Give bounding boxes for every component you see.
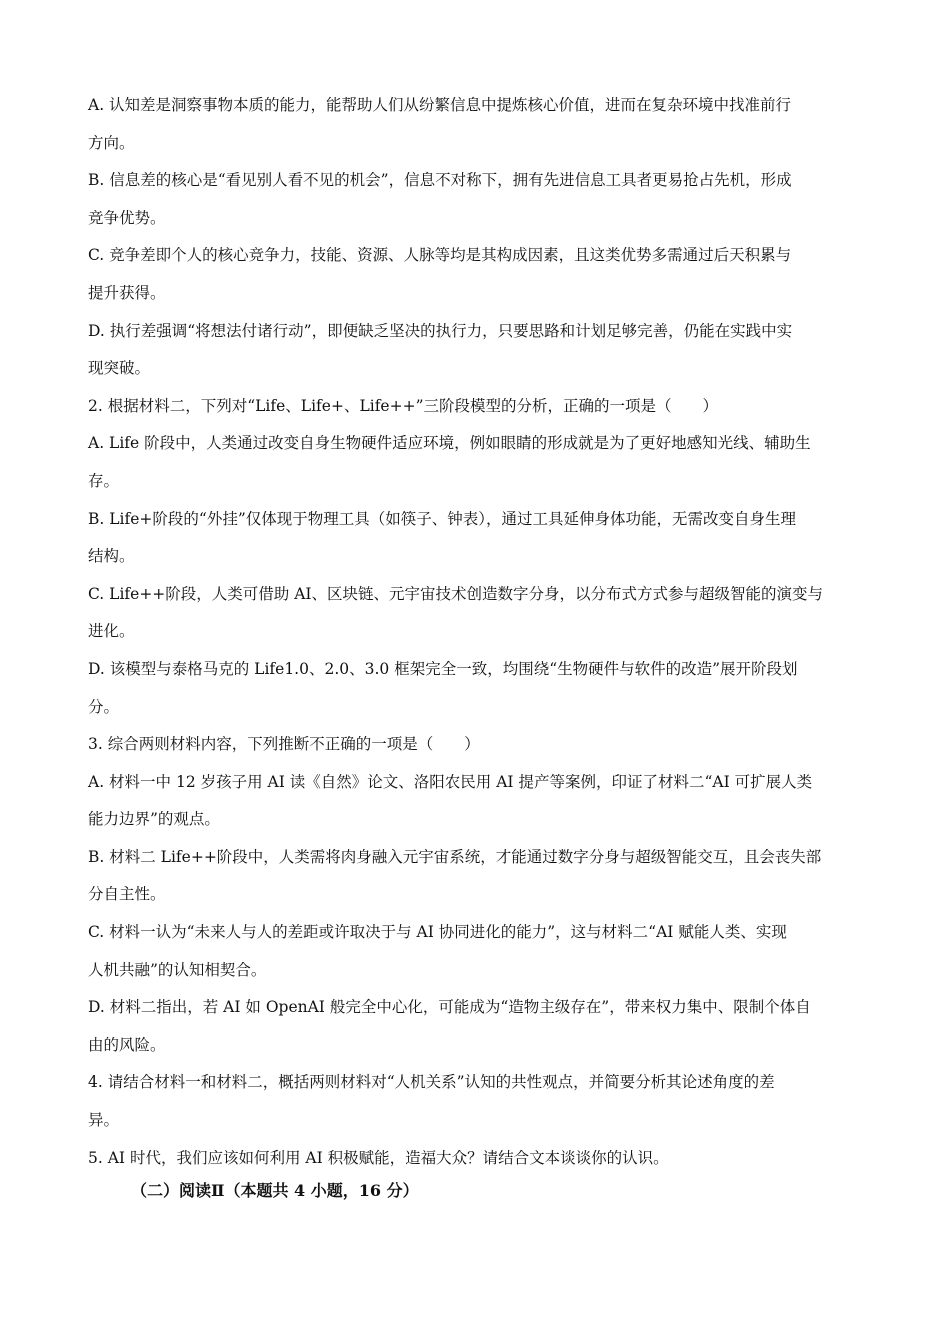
text-line: 竞争优势。 bbox=[88, 208, 166, 227]
text-line: D. 该模型与泰格马克的 Life1.0、2.0、3.0 框架完全一致，均围绕“生物硬件与软件的改造”展开阶段划 bbox=[88, 659, 798, 678]
text-line: 能力边界”的观点。 bbox=[88, 810, 220, 829]
text-line: C. 材料一认为“未来人与人的差距或许取决于与 AI 协同进化的能力”，这与材料二“AI 赋能人类、实现 bbox=[88, 923, 787, 942]
text-line: 结构。 bbox=[88, 547, 135, 566]
text-line: 方向。 bbox=[88, 133, 135, 152]
document-body bbox=[88, 87, 863, 1177]
text-line: 由的风险。 bbox=[88, 1035, 166, 1054]
text-line: B. Life+阶段的“外挂”仅体现于物理工具（如筷子、钟表），通过工具延伸身体功能，无需改变自身生理 bbox=[88, 509, 796, 528]
text-line: B. 信息差的核心是“看见别人看不见的机会”，信息不对称下，拥有先进信息工具者更易抢占先机，形成 bbox=[88, 171, 792, 190]
text-line: D. 执行差强调“将想法付诸行动”，即便缺乏坚决的执行力，只要思路和计划足够完善，仍能在实践中实 bbox=[88, 321, 793, 340]
text-line: 人机共融”的认知相契合。 bbox=[88, 960, 267, 979]
text-line: 存。 bbox=[88, 471, 120, 490]
question-5-stem: 5. AI 时代，我们应该如何利用 AI 积极赋能，造福大众？请结合文本谈谈你的认识。 bbox=[88, 1148, 669, 1167]
text-line: C. 竞争差即个人的核心竞争力，技能、资源、人脉等均是其构成因素，且这类优势多需通过后天积累与 bbox=[88, 246, 792, 265]
text-line: B. 材料二 Life++阶段中，人类需将肉身融入元宇宙系统，才能通过数字分身与超级智能交互，且会丧失部 bbox=[88, 847, 822, 866]
text-line: 现突破。 bbox=[88, 359, 151, 378]
text-line: 提升获得。 bbox=[88, 283, 166, 302]
text-line: D. 材料二指出，若 AI 如 OpenAI 般完全中心化，可能成为“造物主级存在”，带来权力集中、限制个体自 bbox=[88, 998, 811, 1017]
text-line: 异。 bbox=[88, 1111, 120, 1130]
text-line: A. 材料一中 12 岁孩子用 AI 读《自然》论文、洛阳农民用 AI 提产等案例，印证了材料二“AI 可扩展人类 bbox=[88, 772, 813, 791]
question-3-stem: 3. 综合两则材料内容，下列推断不正确的一项是（ ） bbox=[88, 735, 480, 754]
question-2-stem: 2. 根据材料二，下列对“Life、Life+、Life++”三阶段模型的分析，正确的一项是（ ） bbox=[88, 396, 719, 415]
text-line: 进化。 bbox=[88, 622, 135, 641]
question-4-stem: 4. 请结合材料一和材料二，概括两则材料对“人机关系”认知的共性观点，并简要分析其论述角度的差 bbox=[88, 1073, 775, 1092]
text-line: 分自主性。 bbox=[88, 885, 166, 904]
text-line: A. Life 阶段中，人类通过改变自身生物硬件适应环境，例如眼睛的形成就是为了更好地感知光线、辅助生 bbox=[88, 434, 811, 453]
text-line: C. Life++阶段，人类可借助 AI、区块链、元宇宙技术创造数字分身，以分布式方式参与超级智能的演变与 bbox=[88, 584, 824, 603]
text-line: 分。 bbox=[88, 697, 120, 716]
text-line: A. 认知差是洞察事物本质的能力，能帮助人们从纷繁信息中提炼核心价值，进而在复杂环境中找准前行 bbox=[88, 96, 792, 114]
section-title: （二）阅读Ⅱ（本题共 4 小题，16 分） bbox=[131, 1181, 419, 1200]
